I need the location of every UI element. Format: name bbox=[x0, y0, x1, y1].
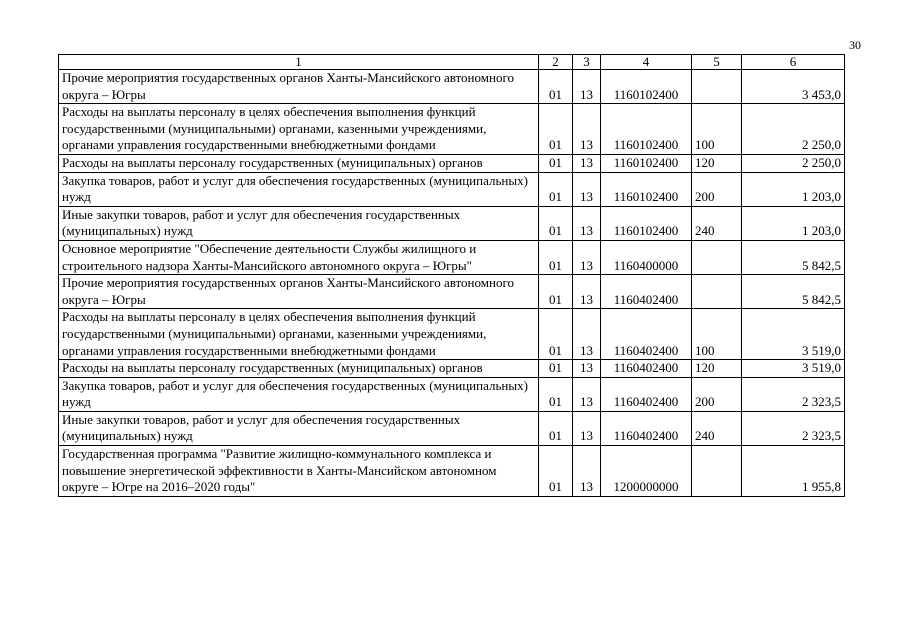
row-amount: 3 453,0 bbox=[742, 70, 845, 104]
row-amount: 5 842,5 bbox=[742, 240, 845, 274]
header-col-6: 6 bbox=[742, 55, 845, 70]
row-amount: 1 203,0 bbox=[742, 206, 845, 240]
row-expense-type: 200 bbox=[692, 172, 742, 206]
row-subsection: 13 bbox=[573, 377, 601, 411]
row-section: 01 bbox=[539, 154, 573, 172]
row-expense-type bbox=[692, 70, 742, 104]
row-name: Прочие мероприятия государственных органов Ханты-Мансийского автономного округа – Югры bbox=[59, 70, 539, 104]
row-section: 01 bbox=[539, 446, 573, 497]
row-name: Расходы на выплаты персоналу государственных (муниципальных) органов bbox=[59, 154, 539, 172]
row-amount: 3 519,0 bbox=[742, 309, 845, 360]
table-row bbox=[59, 70, 845, 104]
row-subsection: 13 bbox=[573, 154, 601, 172]
row-target-code: 1160402400 bbox=[601, 275, 692, 309]
table-row bbox=[59, 446, 845, 497]
page-number: 30 bbox=[849, 38, 861, 52]
row-target-code: 1160102400 bbox=[601, 206, 692, 240]
row-section: 01 bbox=[539, 70, 573, 104]
row-subsection: 13 bbox=[573, 275, 601, 309]
row-section: 01 bbox=[539, 206, 573, 240]
row-target-code: 1160102400 bbox=[601, 154, 692, 172]
table-row bbox=[59, 360, 845, 378]
row-target-code: 1160402400 bbox=[601, 411, 692, 445]
table-row bbox=[59, 206, 845, 240]
row-subsection: 13 bbox=[573, 240, 601, 274]
row-section: 01 bbox=[539, 411, 573, 445]
header-col-5: 5 bbox=[692, 55, 742, 70]
row-name: Закупка товаров, работ и услуг для обеспечения государственных (муниципальных) нужд bbox=[59, 377, 539, 411]
row-expense-type: 100 bbox=[692, 309, 742, 360]
row-section: 01 bbox=[539, 275, 573, 309]
row-subsection: 13 bbox=[573, 172, 601, 206]
table-row bbox=[59, 377, 845, 411]
table-row bbox=[59, 172, 845, 206]
row-target-code: 1160102400 bbox=[601, 70, 692, 104]
row-expense-type bbox=[692, 446, 742, 497]
row-amount: 3 519,0 bbox=[742, 360, 845, 378]
row-name: Расходы на выплаты персоналу в целях обеспечения выполнения функций государственными (муниципальными) органами, казенными учреждениями, органами управления государственными внебюджетными фондами bbox=[59, 309, 539, 360]
table-row bbox=[59, 154, 845, 172]
row-section: 01 bbox=[539, 104, 573, 155]
header-col-3: 3 bbox=[573, 55, 601, 70]
row-target-code: 1160400000 bbox=[601, 240, 692, 274]
row-name: Иные закупки товаров, работ и услуг для обеспечения государственных (муниципальных) нужд bbox=[59, 206, 539, 240]
row-section: 01 bbox=[539, 360, 573, 378]
row-name: Прочие мероприятия государственных органов Ханты-Мансийского автономного округа – Югры bbox=[59, 275, 539, 309]
row-expense-type: 100 bbox=[692, 104, 742, 155]
row-amount: 2 250,0 bbox=[742, 154, 845, 172]
row-name: Закупка товаров, работ и услуг для обеспечения государственных (муниципальных) нужд bbox=[59, 172, 539, 206]
row-name: Государственная программа "Развитие жилищно-коммунального комплекса и повышение энергетической эффективности в Ханты-Мансийском автономном округе – Югре на 2016–2020 годы" bbox=[59, 446, 539, 497]
row-name: Расходы на выплаты персоналу в целях обеспечения выполнения функций государственными (муниципальными) органами, казенными учреждениями, органами управления государственными внебюджетными фондами bbox=[59, 104, 539, 155]
row-amount: 2 250,0 bbox=[742, 104, 845, 155]
table-row bbox=[59, 411, 845, 445]
row-expense-type bbox=[692, 275, 742, 309]
row-expense-type bbox=[692, 240, 742, 274]
row-name: Иные закупки товаров, работ и услуг для обеспечения государственных (муниципальных) нужд bbox=[59, 411, 539, 445]
table-body bbox=[59, 70, 845, 497]
row-expense-type: 200 bbox=[692, 377, 742, 411]
row-expense-type: 120 bbox=[692, 154, 742, 172]
header-col-4: 4 bbox=[601, 55, 692, 70]
row-amount: 1 203,0 bbox=[742, 172, 845, 206]
row-expense-type: 240 bbox=[692, 206, 742, 240]
row-section: 01 bbox=[539, 309, 573, 360]
row-target-code: 1160402400 bbox=[601, 377, 692, 411]
row-target-code: 1200000000 bbox=[601, 446, 692, 497]
row-subsection: 13 bbox=[573, 411, 601, 445]
row-section: 01 bbox=[539, 240, 573, 274]
row-subsection: 13 bbox=[573, 206, 601, 240]
row-subsection: 13 bbox=[573, 360, 601, 378]
row-section: 01 bbox=[539, 377, 573, 411]
row-amount: 1 955,8 bbox=[742, 446, 845, 497]
row-subsection: 13 bbox=[573, 70, 601, 104]
row-target-code: 1160102400 bbox=[601, 104, 692, 155]
row-amount: 2 323,5 bbox=[742, 377, 845, 411]
row-name: Расходы на выплаты персоналу государственных (муниципальных) органов bbox=[59, 360, 539, 378]
row-expense-type: 240 bbox=[692, 411, 742, 445]
row-target-code: 1160402400 bbox=[601, 309, 692, 360]
header-col-2: 2 bbox=[539, 55, 573, 70]
row-expense-type: 120 bbox=[692, 360, 742, 378]
row-target-code: 1160102400 bbox=[601, 172, 692, 206]
row-name: Основное мероприятие "Обеспечение деятельности Службы жилищного и строительного надзора Ханты-Мансийского автономного округа – Югры" bbox=[59, 240, 539, 274]
table-row bbox=[59, 104, 845, 155]
table-row bbox=[59, 240, 845, 274]
row-subsection: 13 bbox=[573, 104, 601, 155]
row-target-code: 1160402400 bbox=[601, 360, 692, 378]
row-subsection: 13 bbox=[573, 446, 601, 497]
budget-table bbox=[58, 54, 845, 497]
row-section: 01 bbox=[539, 172, 573, 206]
row-amount: 5 842,5 bbox=[742, 275, 845, 309]
table-row bbox=[59, 275, 845, 309]
row-subsection: 13 bbox=[573, 309, 601, 360]
table-row bbox=[59, 309, 845, 360]
header-row bbox=[59, 55, 845, 70]
header-col-1: 1 bbox=[59, 55, 539, 70]
row-amount: 2 323,5 bbox=[742, 411, 845, 445]
